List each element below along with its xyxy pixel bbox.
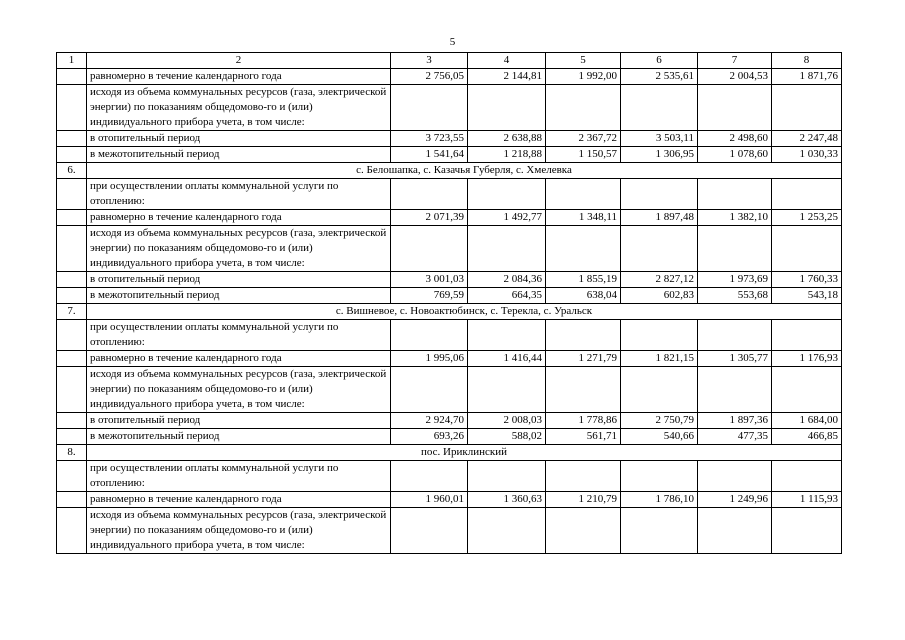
tariff-row xyxy=(57,131,842,147)
value-cell-empty xyxy=(468,367,546,413)
value-cell: 1 078,60 xyxy=(698,147,772,163)
value-cell: 2 756,05 xyxy=(391,69,468,85)
row-description: исходя из объема коммунальных ресурсов (газа, электрической энергии) по показаниям общедомово-го и (или) индивидуального прибора учета, в том числе: xyxy=(87,508,391,554)
row-label: равномерно в течение календарного года xyxy=(87,492,391,508)
value-cell: 602,83 xyxy=(621,288,698,304)
value-cell-empty xyxy=(772,226,842,272)
value-cell-empty xyxy=(621,367,698,413)
description-row xyxy=(57,179,842,210)
value-cell-empty xyxy=(772,508,842,554)
value-cell: 1 897,36 xyxy=(698,413,772,429)
row-label: в межотопительный период xyxy=(87,147,391,163)
value-cell-empty xyxy=(391,508,468,554)
value-cell: 1 210,79 xyxy=(546,492,621,508)
value-cell: 1 030,33 xyxy=(772,147,842,163)
value-cell: 2 638,88 xyxy=(468,131,546,147)
row-number-empty xyxy=(57,210,87,226)
value-cell-empty xyxy=(391,85,468,131)
value-cell-empty xyxy=(546,508,621,554)
row-number-empty xyxy=(57,147,87,163)
value-cell: 2 004,53 xyxy=(698,69,772,85)
row-label: в отопительный период xyxy=(87,272,391,288)
header-cell: 1 xyxy=(57,53,87,69)
value-cell: 2 535,61 xyxy=(621,69,698,85)
tariff-row xyxy=(57,429,842,445)
description-row xyxy=(57,226,842,272)
value-cell-empty xyxy=(391,179,468,210)
value-cell: 1 348,11 xyxy=(546,210,621,226)
row-description: исходя из объема коммунальных ресурсов (газа, электрической энергии) по показаниям общедомово-го и (или) индивидуального прибора учета, в том числе: xyxy=(87,226,391,272)
value-cell-empty xyxy=(546,461,621,492)
value-cell: 2 008,03 xyxy=(468,413,546,429)
tariff-row xyxy=(57,351,842,367)
tariff-row xyxy=(57,147,842,163)
description-row xyxy=(57,461,842,492)
row-label: равномерно в течение календарного года xyxy=(87,351,391,367)
value-cell-empty xyxy=(468,320,546,351)
value-cell: 2 247,48 xyxy=(772,131,842,147)
value-cell: 1 871,76 xyxy=(772,69,842,85)
value-cell: 1 253,25 xyxy=(772,210,842,226)
settlement-name: с. Белошапка, с. Казачья Губерля, с. Хмелевка xyxy=(87,163,842,179)
row-number-empty xyxy=(57,131,87,147)
value-cell: 1 760,33 xyxy=(772,272,842,288)
value-cell-empty xyxy=(468,85,546,131)
value-cell: 2 071,39 xyxy=(391,210,468,226)
value-cell: 1 306,95 xyxy=(621,147,698,163)
value-cell: 1 995,06 xyxy=(391,351,468,367)
value-cell: 664,35 xyxy=(468,288,546,304)
value-cell-empty xyxy=(546,85,621,131)
header-cell: 4 xyxy=(468,53,546,69)
description-row xyxy=(57,85,842,131)
value-cell: 1 684,00 xyxy=(772,413,842,429)
value-cell: 2 367,72 xyxy=(546,131,621,147)
header-cell: 5 xyxy=(546,53,621,69)
value-cell: 3 503,11 xyxy=(621,131,698,147)
row-number-empty xyxy=(57,351,87,367)
value-cell-empty xyxy=(621,508,698,554)
value-cell: 2 084,36 xyxy=(468,272,546,288)
value-cell-empty xyxy=(621,85,698,131)
header-cell: 3 xyxy=(391,53,468,69)
value-cell: 561,71 xyxy=(546,429,621,445)
tariff-table xyxy=(56,52,842,554)
tariff-row xyxy=(57,69,842,85)
value-cell: 3 001,03 xyxy=(391,272,468,288)
value-cell-empty xyxy=(698,320,772,351)
header-cell: 7 xyxy=(698,53,772,69)
row-number-empty xyxy=(57,492,87,508)
value-cell: 1 115,93 xyxy=(772,492,842,508)
table-body xyxy=(57,53,842,554)
header-cell: 6 xyxy=(621,53,698,69)
value-cell-empty xyxy=(621,320,698,351)
value-cell-empty xyxy=(468,226,546,272)
row-number: 7. xyxy=(57,304,87,320)
value-cell: 540,66 xyxy=(621,429,698,445)
value-cell: 693,26 xyxy=(391,429,468,445)
value-cell: 2 498,60 xyxy=(698,131,772,147)
value-cell-empty xyxy=(391,320,468,351)
row-number-empty xyxy=(57,85,87,131)
value-cell: 1 786,10 xyxy=(621,492,698,508)
tariff-row xyxy=(57,272,842,288)
value-cell: 1 821,15 xyxy=(621,351,698,367)
row-number-empty xyxy=(57,272,87,288)
row-number-empty xyxy=(57,413,87,429)
tariff-row xyxy=(57,288,842,304)
value-cell: 1 305,77 xyxy=(698,351,772,367)
value-cell: 588,02 xyxy=(468,429,546,445)
header-row xyxy=(57,53,842,69)
value-cell-empty xyxy=(391,226,468,272)
value-cell-empty xyxy=(546,320,621,351)
value-cell-empty xyxy=(468,508,546,554)
value-cell: 477,35 xyxy=(698,429,772,445)
header-cell: 8 xyxy=(772,53,842,69)
row-description: при осуществлении оплаты коммунальной услуги по отоплению: xyxy=(87,179,391,210)
value-cell-empty xyxy=(621,179,698,210)
value-cell: 769,59 xyxy=(391,288,468,304)
row-number: 6. xyxy=(57,163,87,179)
row-label: в отопительный период xyxy=(87,131,391,147)
row-number-empty xyxy=(57,179,87,210)
value-cell: 1 382,10 xyxy=(698,210,772,226)
row-label: равномерно в течение календарного года xyxy=(87,69,391,85)
value-cell-empty xyxy=(391,461,468,492)
value-cell-empty xyxy=(772,461,842,492)
value-cell-empty xyxy=(698,226,772,272)
value-cell: 1 973,69 xyxy=(698,272,772,288)
description-row xyxy=(57,508,842,554)
value-cell: 466,85 xyxy=(772,429,842,445)
value-cell: 1 992,00 xyxy=(546,69,621,85)
value-cell: 2 144,81 xyxy=(468,69,546,85)
row-number-empty xyxy=(57,429,87,445)
row-number-empty xyxy=(57,226,87,272)
value-cell: 553,68 xyxy=(698,288,772,304)
value-cell-empty xyxy=(698,179,772,210)
value-cell: 1 150,57 xyxy=(546,147,621,163)
row-number-empty xyxy=(57,320,87,351)
row-description: исходя из объема коммунальных ресурсов (газа, электрической энергии) по показаниям общедомово-го и (или) индивидуального прибора учета, в том числе: xyxy=(87,85,391,131)
value-cell: 1 897,48 xyxy=(621,210,698,226)
header-cell: 2 xyxy=(87,53,391,69)
value-cell: 1 541,64 xyxy=(391,147,468,163)
settlement-row xyxy=(57,163,842,179)
value-cell-empty xyxy=(468,461,546,492)
row-description: при осуществлении оплаты коммунальной услуги по отоплению: xyxy=(87,320,391,351)
row-number-empty xyxy=(57,461,87,492)
value-cell-empty xyxy=(546,179,621,210)
row-number-empty xyxy=(57,508,87,554)
value-cell: 1 271,79 xyxy=(546,351,621,367)
value-cell-empty xyxy=(698,508,772,554)
settlement-name: с. Вишневое, с. Новоактюбинск, с. Терекла, с. Уральск xyxy=(87,304,842,320)
description-row xyxy=(57,320,842,351)
value-cell: 1 778,86 xyxy=(546,413,621,429)
value-cell-empty xyxy=(772,367,842,413)
value-cell: 1 855,19 xyxy=(546,272,621,288)
tariff-row xyxy=(57,210,842,226)
value-cell-empty xyxy=(698,85,772,131)
row-label: в межотопительный период xyxy=(87,288,391,304)
value-cell-empty xyxy=(772,85,842,131)
value-cell-empty xyxy=(546,226,621,272)
value-cell-empty xyxy=(698,461,772,492)
value-cell: 1 960,01 xyxy=(391,492,468,508)
value-cell: 1 218,88 xyxy=(468,147,546,163)
description-row xyxy=(57,367,842,413)
settlement-row xyxy=(57,304,842,320)
value-cell-empty xyxy=(468,179,546,210)
value-cell-empty xyxy=(772,320,842,351)
row-description: при осуществлении оплаты коммунальной услуги по отоплению: xyxy=(87,461,391,492)
tariff-row xyxy=(57,413,842,429)
row-label: в межотопительный период xyxy=(87,429,391,445)
value-cell: 2 750,79 xyxy=(621,413,698,429)
value-cell: 1 492,77 xyxy=(468,210,546,226)
row-description: исходя из объема коммунальных ресурсов (газа, электрической энергии) по показаниям общедомово-го и (или) индивидуального прибора учета, в том числе: xyxy=(87,367,391,413)
settlement-name: пос. Ириклинский xyxy=(87,445,842,461)
page-number: 5 xyxy=(449,36,456,48)
row-number-empty xyxy=(57,367,87,413)
tariff-row xyxy=(57,492,842,508)
value-cell-empty xyxy=(546,367,621,413)
value-cell: 1 416,44 xyxy=(468,351,546,367)
value-cell-empty xyxy=(391,367,468,413)
value-cell: 543,18 xyxy=(772,288,842,304)
row-number-empty xyxy=(57,288,87,304)
value-cell: 638,04 xyxy=(546,288,621,304)
row-number: 8. xyxy=(57,445,87,461)
value-cell: 3 723,55 xyxy=(391,131,468,147)
row-number-empty xyxy=(57,69,87,85)
value-cell: 2 827,12 xyxy=(621,272,698,288)
row-label: в отопительный период xyxy=(87,413,391,429)
settlement-row xyxy=(57,445,842,461)
row-label: равномерно в течение календарного года xyxy=(87,210,391,226)
value-cell-empty xyxy=(698,367,772,413)
value-cell-empty xyxy=(772,179,842,210)
value-cell-empty xyxy=(621,226,698,272)
value-cell: 1 249,96 xyxy=(698,492,772,508)
value-cell: 2 924,70 xyxy=(391,413,468,429)
value-cell: 1 176,93 xyxy=(772,351,842,367)
value-cell-empty xyxy=(621,461,698,492)
value-cell: 1 360,63 xyxy=(468,492,546,508)
